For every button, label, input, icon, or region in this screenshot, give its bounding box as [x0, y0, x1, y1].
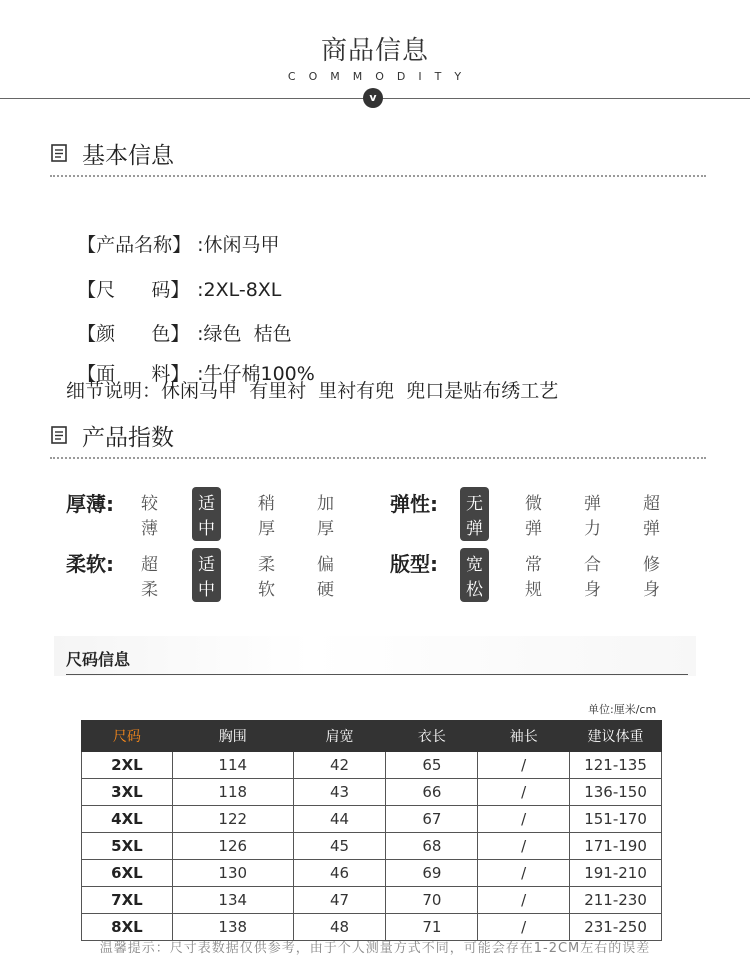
table-cell: 114	[172, 752, 293, 779]
option-elasticity-3: 超弹	[643, 494, 660, 539]
info-row-size	[65, 253, 281, 302]
size-divider	[66, 674, 688, 675]
table-cell: 121-135	[570, 752, 662, 779]
info-label: 【产品名称】	[77, 234, 192, 256]
option-softness-1-selected: 适中	[192, 548, 221, 602]
col-header-chest: 胸围	[172, 721, 293, 752]
option-thickness-1-selected: 适中	[192, 487, 221, 541]
size-header-strip	[54, 636, 696, 676]
option-thickness-2: 稍厚	[258, 494, 275, 539]
table-cell: 151-170	[570, 806, 662, 833]
table-cell: /	[478, 887, 570, 914]
table-cell: 126	[172, 833, 293, 860]
size-table	[81, 720, 662, 941]
table-cell: 65	[386, 752, 478, 779]
section-title-index: 产品指数	[82, 425, 174, 451]
option-fit-2: 合身	[584, 555, 601, 600]
table-cell: 44	[293, 806, 386, 833]
table-cell: 69	[386, 860, 478, 887]
table-cell: 136-150	[570, 779, 662, 806]
table-cell: /	[478, 914, 570, 941]
dotted-divider	[50, 457, 706, 459]
document-icon	[51, 426, 67, 444]
table-cell: /	[478, 860, 570, 887]
fit-label: 版型:	[390, 552, 438, 576]
option-elasticity-2: 弹力	[584, 494, 601, 539]
table-cell: 42	[293, 752, 386, 779]
table-cell: 7XL	[82, 887, 173, 914]
info-value: :绿色 桔色	[197, 323, 292, 345]
table-cell: 2XL	[82, 752, 173, 779]
table-cell: 67	[386, 806, 478, 833]
col-header-sleeve: 袖长	[478, 721, 570, 752]
option-thickness-3: 加厚	[317, 494, 334, 539]
table-cell: 47	[293, 887, 386, 914]
table-cell: 6XL	[82, 860, 173, 887]
dotted-divider	[50, 175, 706, 177]
table-cell: 66	[386, 779, 478, 806]
table-cell: 122	[172, 806, 293, 833]
table-cell: 4XL	[82, 806, 173, 833]
softness-label: 柔软:	[66, 552, 114, 576]
table-cell: 8XL	[82, 914, 173, 941]
option-softness-3: 偏硬	[317, 555, 334, 600]
table-cell: 130	[172, 860, 293, 887]
detail-description: 细节说明：休闲马甲 有里衬 里衬有兜 兜口是贴布绣工艺	[66, 380, 559, 402]
col-header-shoulder: 肩宽	[293, 721, 386, 752]
info-value: :2XL-8XL	[197, 279, 282, 301]
table-cell: 171-190	[570, 833, 662, 860]
table-row	[82, 779, 662, 806]
table-cell: 45	[293, 833, 386, 860]
table-row	[82, 833, 662, 860]
table-row	[82, 806, 662, 833]
option-softness-2: 柔软	[258, 555, 275, 600]
table-cell: 43	[293, 779, 386, 806]
table-cell: 118	[172, 779, 293, 806]
option-elasticity-1: 微弹	[525, 494, 542, 539]
thickness-label: 厚薄:	[66, 492, 114, 516]
table-cell: 68	[386, 833, 478, 860]
table-row	[82, 887, 662, 914]
document-icon	[51, 144, 67, 162]
section-title-basic: 基本信息	[82, 143, 174, 169]
option-fit-0-selected: 宽松	[460, 548, 489, 602]
page-title: 商品信息	[320, 36, 429, 66]
col-header-size: 尺码	[82, 721, 173, 752]
info-row-name	[65, 208, 280, 257]
table-cell: /	[478, 752, 570, 779]
page-subtitle: COMMODITY	[287, 70, 475, 83]
table-cell: 191-210	[570, 860, 662, 887]
table-cell: /	[478, 833, 570, 860]
option-fit-3: 修身	[643, 555, 660, 600]
size-table-header	[82, 721, 662, 752]
table-cell: 134	[172, 887, 293, 914]
option-softness-0: 超柔	[141, 555, 158, 600]
table-cell: 48	[293, 914, 386, 941]
table-cell: 211-230	[570, 887, 662, 914]
table-cell: 231-250	[570, 914, 662, 941]
option-elasticity-0-selected: 无弹	[460, 487, 489, 541]
col-header-length: 衣长	[386, 721, 478, 752]
elasticity-label: 弹性:	[390, 492, 438, 516]
info-label: 【面 料】	[77, 363, 190, 385]
table-cell: 70	[386, 887, 478, 914]
table-cell: 3XL	[82, 779, 173, 806]
unit-label: 单位:厘米/cm	[588, 703, 657, 716]
size-tip: 温馨提示：尺寸表数据仅供参考，由于个人测量方式不同，可能会存在1-2CM左右的误差	[99, 941, 651, 956]
table-cell: /	[478, 779, 570, 806]
table-cell: /	[478, 806, 570, 833]
info-label: 【颜 色】	[77, 323, 190, 345]
info-value: :休闲马甲	[197, 234, 280, 256]
option-fit-1: 常规	[525, 555, 542, 600]
chevron-down-icon: v	[363, 88, 383, 108]
table-cell: 71	[386, 914, 478, 941]
table-cell: 46	[293, 860, 386, 887]
info-value: :牛仔棉100%	[197, 363, 315, 385]
option-thickness-0: 较薄	[141, 494, 158, 539]
info-label: 【尺 码】	[77, 279, 190, 301]
table-cell: 5XL	[82, 833, 173, 860]
table-row	[82, 860, 662, 887]
size-section-title: 尺码信息	[66, 650, 131, 669]
col-header-weight: 建议体重	[570, 721, 662, 752]
table-cell: 138	[172, 914, 293, 941]
table-row	[82, 752, 662, 779]
